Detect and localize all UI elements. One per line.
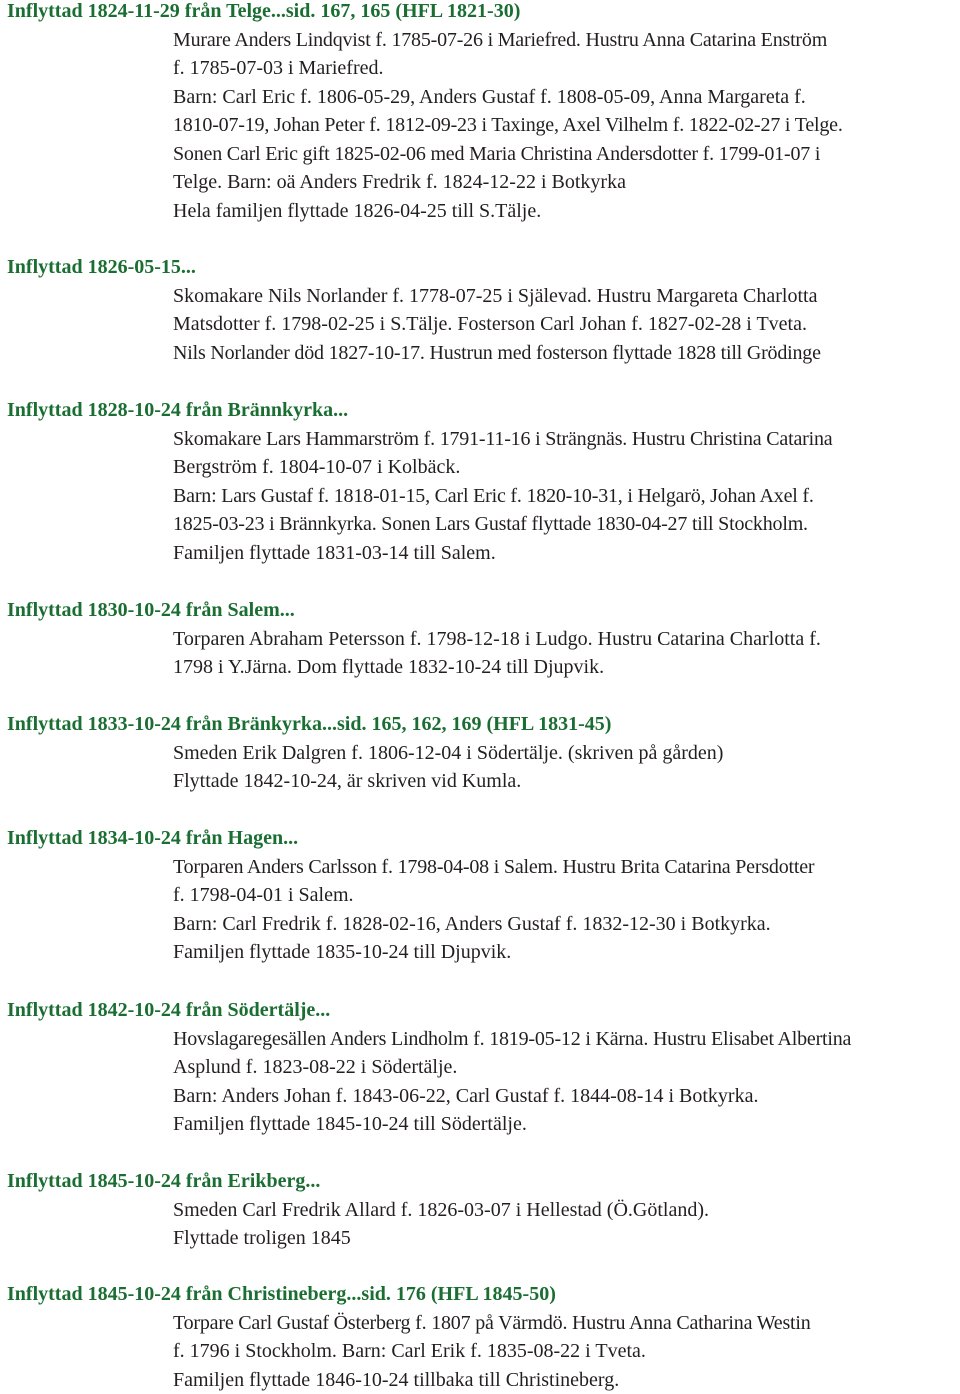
entry-heading: Inflyttad 1845-10-24 från Erikberg... <box>7 1170 321 1192</box>
entry-body <box>173 425 960 568</box>
entry-line: Matsdotter f. 1798-02-25 i S.Tälje. Fosterson Carl Johan f. 1827-02-28 i Tveta. <box>173 313 807 335</box>
entry-line: Torpare Carl Gustaf Österberg f. 1807 på Värmdö. Hustru Anna Catharina Westin <box>173 1311 811 1334</box>
entry-1834 <box>0 824 960 967</box>
entry-1842 <box>0 996 960 1139</box>
entry-line: Familjen flyttade 1831-03-14 till Salem. <box>173 541 496 564</box>
entry-line: Asplund f. 1823-08-22 i Södertälje. <box>173 1056 458 1078</box>
entry-line: Barn: Carl Eric f. 1806-05-29, Anders Gustaf f. 1808-05-09, Anna Margareta f. <box>173 85 806 108</box>
entry-1845-christineberg <box>0 1280 960 1394</box>
entry-heading: Inflyttad 1842-10-24 från Södertälje... <box>7 999 331 1021</box>
entry-heading: Inflyttad 1834-10-24 från Hagen... <box>7 827 299 849</box>
entry-1826 <box>0 253 960 367</box>
entry-line: Barn: Carl Fredrik f. 1828-02-16, Anders Gustaf f. 1832-12-30 i Botkyrka. <box>173 912 771 935</box>
entry-heading: Inflyttad 1845-10-24 från Christineberg...sid. 176 (HFL 1845-50) <box>7 1283 556 1305</box>
entry-body <box>173 26 960 226</box>
entry-body <box>173 1025 960 1139</box>
entry-line: Telge. Barn: oä Anders Fredrik f. 1824-12-22 i Botkyrka <box>173 171 626 193</box>
entry-line: Sonen Carl Eric gift 1825-02-06 med Maria Christina Andersdotter f. 1799-01-07 i <box>173 142 821 165</box>
entry-body <box>173 625 960 682</box>
entry-line: Familjen flyttade 1845-10-24 till Södertälje. <box>173 1113 527 1135</box>
entry-line: Familjen flyttade 1846-10-24 tillbaka till Christineberg. <box>173 1368 620 1391</box>
entry-line: Skomakare Lars Hammarström f. 1791-11-16 i Strängnäs. Hustru Christina Catarina <box>173 427 833 450</box>
entry-line: Bergström f. 1804-10-07 i Kolbäck. <box>173 456 461 478</box>
entry-1824 <box>0 0 960 225</box>
entry-line: f. 1798-04-01 i Salem. <box>173 884 354 906</box>
entry-heading: Inflyttad 1824-11-29 från Telge...sid. 167, 165 (HFL 1821-30) <box>7 0 521 22</box>
entry-line: Smeden Erik Dalgren f. 1806-12-04 i Södertälje. (skriven på gården) <box>173 741 724 764</box>
entry-line: 1798 i Y.Järna. Dom flyttade 1832-10-24 till Djupvik. <box>173 656 605 678</box>
entry-heading: Inflyttad 1826-05-15... <box>7 256 196 278</box>
entry-line: Murare Anders Lindqvist f. 1785-07-26 i Mariefred. Hustru Anna Catarina Enström <box>173 28 828 51</box>
entry-1845-erikberg <box>0 1167 960 1253</box>
entry-line: Flyttade 1842-10-24, är skriven vid Kumla. <box>173 770 522 792</box>
entry-line: f. 1785-07-03 i Mariefred. <box>173 57 384 79</box>
entry-line: 1825-03-23 i Brännkyrka. Sonen Lars Gustaf flyttade 1830-04-27 till Stockholm. <box>173 513 808 535</box>
entry-line: Smeden Carl Fredrik Allard f. 1826-03-07 i Hellestad (Ö.Götland). <box>173 1198 709 1221</box>
entry-line: Nils Norlander död 1827-10-17. Hustrun med fosterson flyttade 1828 till Grödinge <box>173 341 821 364</box>
entry-1833 <box>0 710 960 796</box>
entry-body <box>173 739 960 796</box>
entry-line: Hela familjen flyttade 1826-04-25 till S.Tälje. <box>173 199 542 222</box>
entry-line: Flyttade troligen 1845 <box>173 1227 351 1249</box>
entry-1830 <box>0 596 960 682</box>
entry-body <box>173 1196 960 1253</box>
entry-line: 1810-07-19, Johan Peter f. 1812-09-23 i Taxinge, Axel Vilhelm f. 1822-02-27 i Telge. <box>173 114 843 136</box>
entry-line: Barn: Anders Johan f. 1843-06-22, Carl Gustaf f. 1844-08-14 i Botkyrka. <box>173 1084 759 1107</box>
entry-line: Familjen flyttade 1835-10-24 till Djupvik. <box>173 941 512 963</box>
entry-heading: Inflyttad 1830-10-24 från Salem... <box>7 599 295 621</box>
entry-line: Skomakare Nils Norlander f. 1778-07-25 i Själevad. Hustru Margareta Charlotta <box>173 284 818 307</box>
entry-line: Torparen Anders Carlsson f. 1798-04-08 i Salem. Hustru Brita Catarina Persdotter <box>173 855 815 878</box>
entry-line: Torparen Abraham Petersson f. 1798-12-18 i Ludgo. Hustru Catarina Charlotta f. <box>173 627 821 650</box>
entry-body <box>173 282 960 368</box>
entry-line: f. 1796 i Stockholm. Barn: Carl Erik f. 1835-08-22 i Tveta. <box>173 1340 646 1362</box>
entry-body <box>173 853 960 967</box>
entry-heading: Inflyttad 1833-10-24 från Bränkyrka...sid. 165, 162, 169 (HFL 1831-45) <box>7 713 612 735</box>
entry-heading: Inflyttad 1828-10-24 från Brännkyrka... <box>7 399 349 421</box>
entry-body <box>173 1309 960 1394</box>
entry-1828 <box>0 396 960 567</box>
entry-line: Hovslagaregesällen Anders Lindholm f. 1819-05-12 i Kärna. Hustru Elisabet Albertina <box>173 1027 852 1050</box>
entry-line: Barn: Lars Gustaf f. 1818-01-15, Carl Eric f. 1820-10-31, i Helgarö, Johan Axel f. <box>173 484 814 507</box>
